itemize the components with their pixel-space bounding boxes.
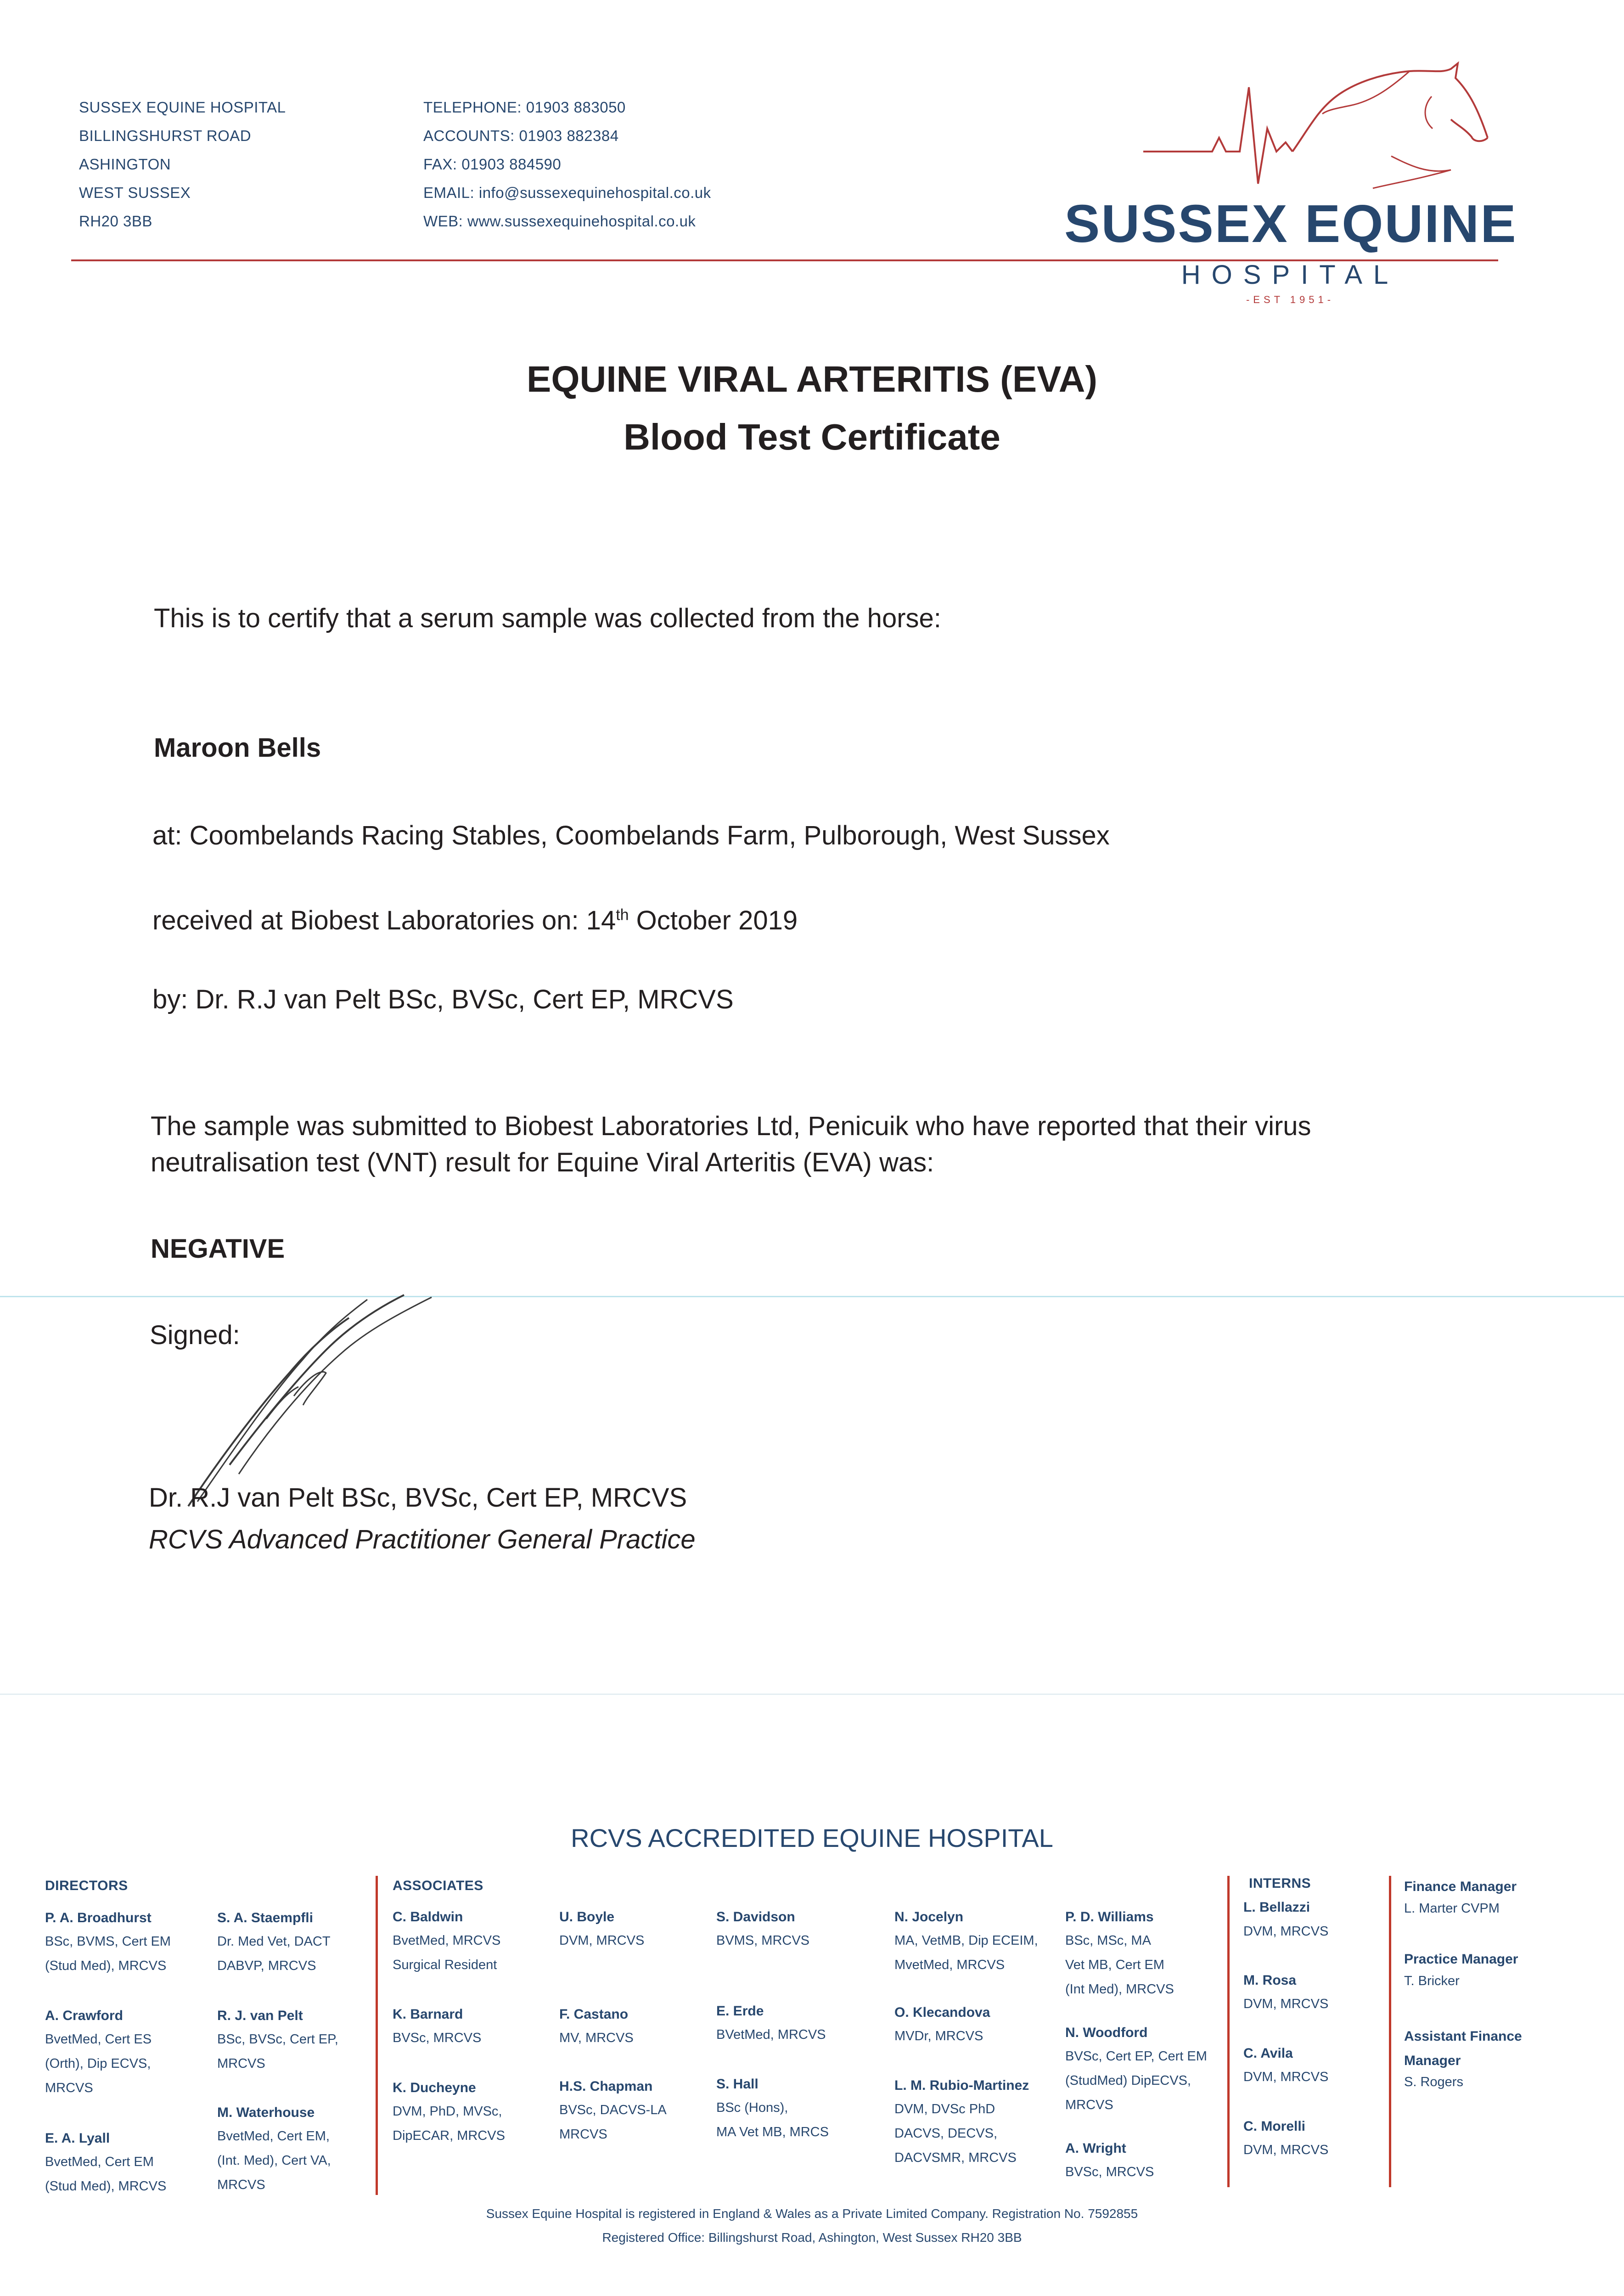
staff-name: P. D. Williams bbox=[1065, 1909, 1154, 1925]
staff-quals: BSc, MSc, MA Vet MB, Cert EM (Int Med), MRCVS bbox=[1065, 1933, 1174, 1997]
address-line: BILLINGSHURST ROAD bbox=[79, 127, 252, 144]
staff-quals: BSc, BVMS, Cert EM (Stud Med), MRCVS bbox=[45, 1934, 171, 1973]
address-line: RH20 3BB bbox=[79, 213, 152, 230]
address-line: SUSSEX EQUINE HOSPITAL bbox=[79, 99, 286, 116]
staff-name: C. Morelli bbox=[1243, 2119, 1306, 2134]
staff-quals: BVSc, DACVS-LA MRCVS bbox=[559, 2103, 667, 2142]
manager-role: Practice Manager bbox=[1404, 1952, 1518, 1967]
email: EMAIL: info@sussexequinehospital.co.uk bbox=[423, 184, 711, 201]
staff-quals: MA, VetMB, Dip ECEIM, MvetMed, MRCVS bbox=[894, 1933, 1038, 1972]
logo-subtitle: HOSPITAL bbox=[1181, 260, 1399, 290]
scan-line bbox=[0, 1694, 1624, 1695]
staff-quals: DVM, MRCVS bbox=[1243, 2070, 1329, 2084]
test-result: NEGATIVE bbox=[151, 1234, 285, 1264]
interns-heading: INTERNS bbox=[1249, 1876, 1311, 1891]
staff-quals: DVM, DVSc PhD DACVS, DECVS, DACVSMR, MRCVS bbox=[894, 2102, 1017, 2165]
staff-quals: BVSc, Cert EP, Cert EM (StudMed) DipECVS, MRCVS bbox=[1065, 2049, 1207, 2112]
staff-name: A. Wright bbox=[1065, 2141, 1126, 2156]
submission-text-line1: The sample was submitted to Biobest Laboratories Ltd, Penicuik who have reported that their virus bbox=[151, 1111, 1311, 1141]
registration-line: Sussex Equine Hospital is registered in England & Wales as a Private Limited Company. Registration No. 7592855 bbox=[486, 2206, 1138, 2221]
received-date bbox=[152, 905, 798, 937]
submission-text-line2: neutralisation test (VNT) result for Equine Viral Arteritis (EVA) was: bbox=[151, 1148, 934, 1177]
staff-name: L. M. Rubio-Martinez bbox=[894, 2078, 1029, 2093]
received-suffix: October 2019 bbox=[629, 906, 798, 935]
staff-quals: BSc (Hons), MA Vet MB, MRCS bbox=[716, 2100, 829, 2139]
column-divider bbox=[1389, 1876, 1391, 2187]
associates-heading: ASSOCIATES bbox=[393, 1878, 483, 1893]
staff-name: C. Avila bbox=[1243, 2046, 1293, 2061]
staff-quals: DVM, PhD, MVSc, DipECAR, MRCVS bbox=[393, 2104, 505, 2143]
staff-quals: BVSc, MRCVS bbox=[1065, 2165, 1154, 2179]
intro-text: This is to certify that a serum sample was collected from the horse: bbox=[154, 603, 941, 633]
staff-name: O. Klecandova bbox=[894, 2005, 990, 2020]
horse-heartbeat-logo-icon bbox=[1134, 60, 1492, 207]
staff-name: R. J. van Pelt bbox=[217, 2008, 303, 2023]
staff-quals: DVM, MRCVS bbox=[1243, 1924, 1329, 1939]
directors-heading: DIRECTORS bbox=[45, 1878, 128, 1893]
horse-name: Maroon Bells bbox=[154, 733, 321, 763]
hospital-address bbox=[79, 93, 286, 236]
staff-quals: BvetMed, Cert EM, (Int. Med), Cert VA, MRCVS bbox=[217, 2129, 331, 2192]
staff-quals: DVM, MRCVS bbox=[1243, 1997, 1329, 2011]
staff-name: K. Ducheyne bbox=[393, 2080, 476, 2095]
logo-wordmark: SUSSEX EQUINE bbox=[1064, 194, 1517, 253]
certificate-subtitle: Blood Test Certificate bbox=[624, 416, 1000, 457]
staff-name: S. Davidson bbox=[716, 1909, 795, 1925]
staff-quals: BVMS, MRCVS bbox=[716, 1933, 810, 1948]
certificate-title: EQUINE VIRAL ARTERITIS (EVA) bbox=[526, 359, 1098, 400]
telephone: TELEPHONE: 01903 883050 bbox=[423, 99, 626, 116]
manager-name: L. Marter CVPM bbox=[1404, 1901, 1500, 1916]
staff-name: M. Rosa bbox=[1243, 1973, 1297, 1988]
staff-quals: MVDr, MRCVS bbox=[894, 2029, 983, 2043]
collection-location: at: Coombelands Racing Stables, Coombelands Farm, Pulborough, West Sussex bbox=[152, 821, 1110, 850]
staff-name: S. A. Staempfli bbox=[217, 1910, 313, 1925]
staff-name: N. Jocelyn bbox=[894, 1909, 964, 1925]
staff-name: F. Castano bbox=[559, 2007, 629, 2022]
staff-name: A. Crawford bbox=[45, 2008, 124, 2023]
manager-name: S. Rogers bbox=[1404, 2075, 1463, 2089]
staff-name: C. Baldwin bbox=[393, 1909, 463, 1925]
staff-name: E. Erde bbox=[716, 2003, 764, 2019]
collected-by: by: Dr. R.J van Pelt BSc, BVSc, Cert EP, MRCVS bbox=[152, 985, 734, 1014]
staff-quals: Dr. Med Vet, DACT DABVP, MRCVS bbox=[217, 1934, 331, 1973]
staff-quals: DVM, MRCVS bbox=[1243, 2143, 1329, 2157]
staff-quals: BvetMed, Cert ES (Orth), Dip ECVS, MRCVS bbox=[45, 2032, 152, 2095]
manager-name: T. Bricker bbox=[1404, 1974, 1460, 1988]
received-ordinal: th bbox=[616, 906, 629, 924]
staff-name: M. Waterhouse bbox=[217, 2105, 315, 2120]
staff-quals: BSc, BVSc, Cert EP, MRCVS bbox=[217, 2032, 338, 2071]
accreditation-title: RCVS ACCREDITED EQUINE HOSPITAL bbox=[571, 1823, 1053, 1852]
staff-quals: MV, MRCVS bbox=[559, 2031, 634, 2045]
column-divider bbox=[376, 1876, 378, 2195]
column-divider bbox=[1227, 1876, 1230, 2187]
manager-role: Finance Manager bbox=[1404, 1879, 1517, 1894]
logo-established: -EST 1951- bbox=[1246, 294, 1335, 305]
staff-quals: BVSc, MRCVS bbox=[393, 2031, 482, 2045]
signed-label: Signed: bbox=[150, 1320, 240, 1350]
staff-name: S. Hall bbox=[716, 2077, 759, 2092]
signatory-name: Dr. R.J van Pelt BSc, BVSc, Cert EP, MRCVS bbox=[149, 1483, 687, 1513]
address-line: WEST SUSSEX bbox=[79, 184, 191, 201]
manager-role: Assistant Finance Manager bbox=[1404, 2029, 1522, 2068]
staff-quals: BVetMed, MRCVS bbox=[716, 2027, 826, 2042]
staff-name: K. Barnard bbox=[393, 2007, 463, 2022]
staff-name: P. A. Broadhurst bbox=[45, 1910, 152, 1925]
staff-quals: BvetMed, MRCVS Surgical Resident bbox=[393, 1933, 501, 1972]
staff-name: U. Boyle bbox=[559, 1909, 615, 1925]
hospital-contacts bbox=[423, 93, 711, 236]
received-prefix: received at Biobest Laboratories on: 14 bbox=[152, 906, 616, 935]
staff-name: H.S. Chapman bbox=[559, 2079, 653, 2094]
website: WEB: www.sussexequinehospital.co.uk bbox=[423, 213, 696, 230]
staff-name: L. Bellazzi bbox=[1243, 1900, 1310, 1915]
address-line: ASHINGTON bbox=[79, 156, 171, 173]
fax: FAX: 01903 884590 bbox=[423, 156, 562, 173]
staff-quals: DVM, MRCVS bbox=[559, 1933, 645, 1948]
signatory-title: RCVS Advanced Practitioner General Practice bbox=[149, 1525, 696, 1554]
staff-quals: BvetMed, Cert EM (Stud Med), MRCVS bbox=[45, 2155, 167, 2194]
staff-name: N. Woodford bbox=[1065, 2025, 1148, 2040]
registered-office: Registered Office: Billingshurst Road, Ashington, West Sussex RH20 3BB bbox=[602, 2230, 1022, 2245]
staff-name: E. A. Lyall bbox=[45, 2131, 110, 2146]
accounts-phone: ACCOUNTS: 01903 882384 bbox=[423, 127, 619, 144]
